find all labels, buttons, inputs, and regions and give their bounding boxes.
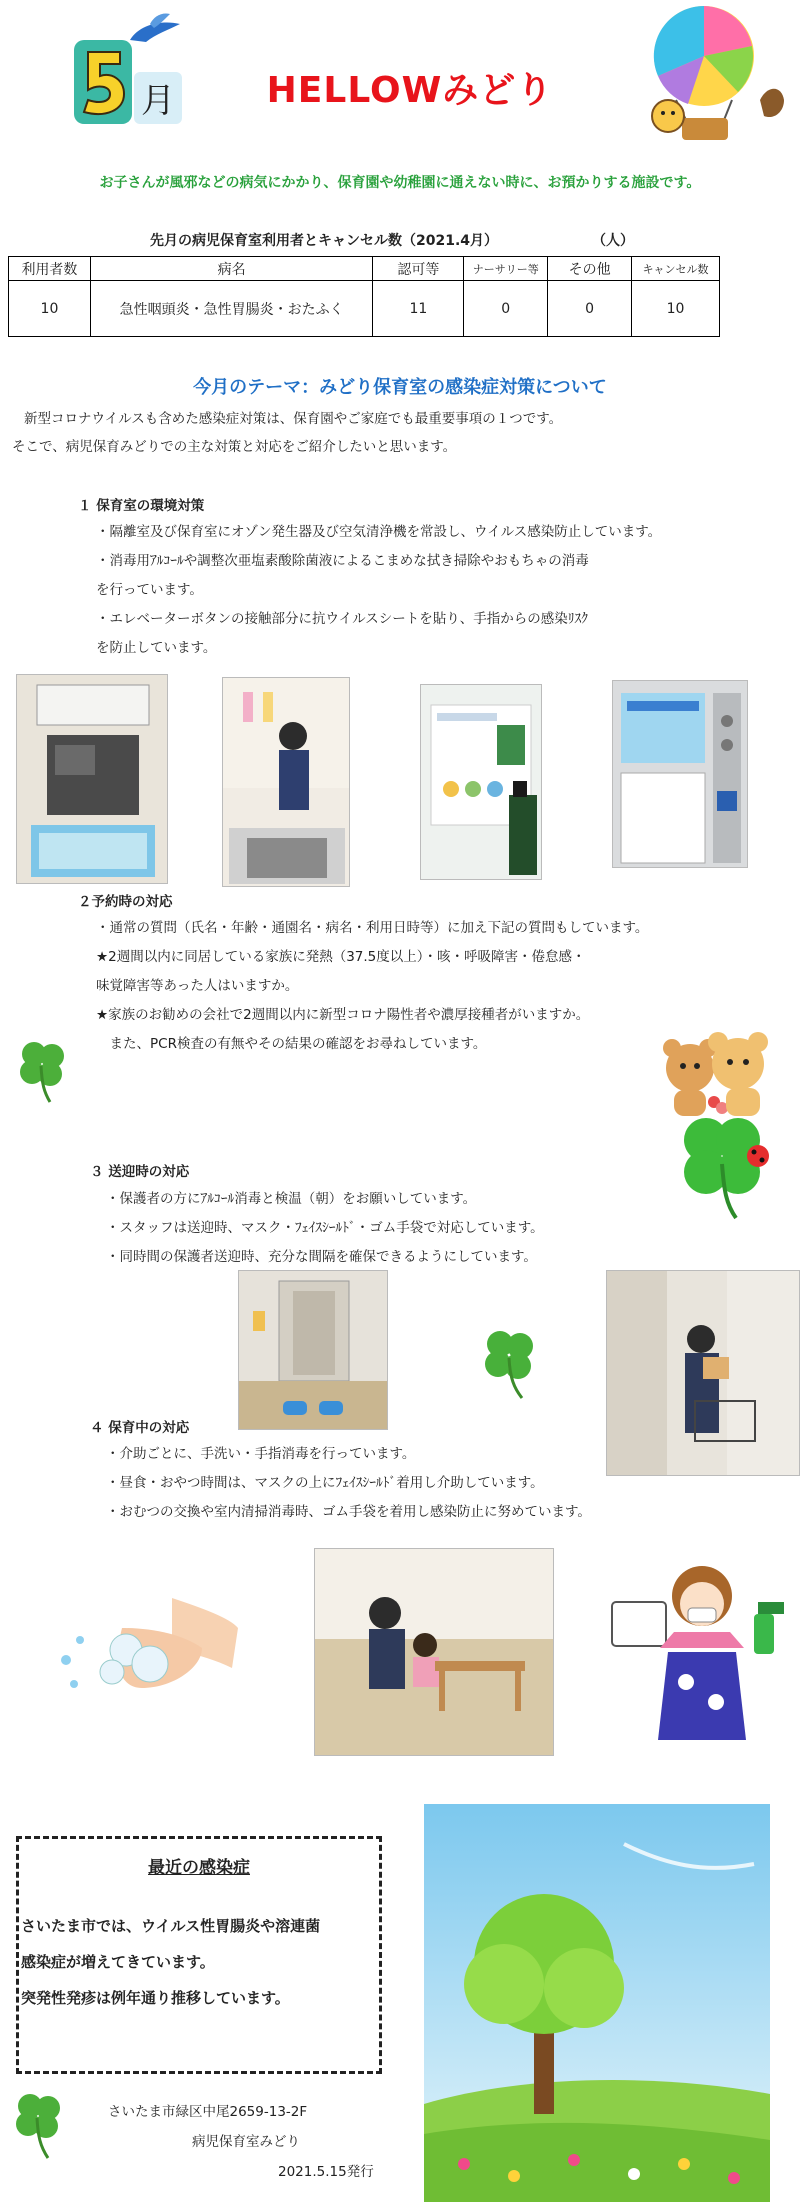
column-header: キャンセル数 [632,257,720,281]
hand-washing-illustration [52,1588,242,1716]
section-line: ★家族のお勧めの会社で2週間以内に新型コロナ陽性者や濃厚接種者がいますか。 [96,1007,590,1023]
recent-infections-line: 感染症が増えてきています。 [21,1953,215,1971]
recent-infections-box [16,1836,382,2074]
table-cell: 0 [548,281,632,337]
stats-title: 先月の病児保育室利用者とキャンセル数（2021.4月） [150,233,499,249]
column-header: ナーサリー等 [464,257,548,281]
recent-infections-line: さいたま市では、ウイルス性胃腸炎や溶連菌 [21,1917,321,1935]
footer-facility: 病児保育室みどり [192,2134,300,2150]
section-heading: １ 保育室の環境対策 [78,498,205,514]
clover-icon [10,1034,74,1104]
section-line: を防止しています。 [96,640,217,656]
section-line: ・おむつの交換や室内清掃消毒時、ゴム手袋を着用し感染防止に努めています。 [106,1504,591,1520]
section-line: ・通常の質問（氏名・年齢・通園名・病名・利用日時等）に加え下記の質問もしています。 [96,920,649,936]
stats-table [8,256,720,337]
balloon-illustration [628,4,788,146]
recent-infections-title: 最近の感染症 [148,1858,250,1878]
section-line: ・エレベーターボタンの接触部分に抗ウイルスシートを貼り、手指からの感染ﾘｽｸ [96,611,588,627]
clover-icon [474,1322,546,1400]
section-heading: ４ 保育中の対応 [90,1420,190,1436]
table-cell: 11 [373,281,464,337]
stats-unit: （人） [592,233,634,249]
section-line: また、PCR検査の有無やその結果の確認をお尋ねしています。 [96,1036,487,1052]
table-cell: 急性咽頭炎・急性胃腸炎・おたふく [90,281,373,337]
mealtime-care-photo [314,1548,554,1756]
tagline: お子さんが風邪などの病気にかかり、保育園や幼稚園に通えない時に、お預かりする施設です。 [99,175,701,191]
svg-text:月: 月 [141,81,175,121]
recent-infections-line: 突発性発疹は例年通り推移しています。 [21,1989,290,2007]
newsletter-title: HELLOWみどり [266,70,554,111]
nurse-spray-illustration [606,1552,796,1742]
section-line: ・介助ごとに、手洗い・手指消毒を行っています。 [106,1446,416,1462]
section-line: ・昼食・おやつ時間は、マスクの上にﾌｪｲｽｼｰﾙﾄﾞ着用し介助しています。 [106,1475,544,1491]
section-heading: ２予約時の対応 [78,894,173,910]
table-cell: 0 [464,281,548,337]
staff-temperature-check-photo [606,1270,800,1476]
column-header: 病名 [90,257,373,281]
column-header: 利用者数 [9,257,91,281]
column-header: 認可等 [373,257,464,281]
clover-icon [6,2086,72,2160]
section-line: を行っています。 [96,582,203,598]
theme-heading: 今月のテーマ：みどり保育室の感染症対策について [193,377,607,398]
table-row [9,281,720,337]
tree-meadow-illustration [424,1804,770,2202]
elevator-button-sheet-photo [612,680,748,868]
footer-date: 2021.5.15発行 [278,2164,374,2180]
table-cell: 10 [632,281,720,337]
section-line: ・消毒用ｱﾙｺｰﾙや調整次亜塩素酸除菌液によるこまめな拭き掃除やおもちゃの消毒 [96,553,589,569]
ozone-generator-photo [16,674,168,884]
table-cell: 10 [9,281,91,337]
section-heading: ３ 送迎時の対応 [90,1164,190,1180]
intro-line: そこで、病児保育みどりでの主な対策と対応をご紹介したいと思います。 [12,439,457,455]
section-line: ★2週間以内に同居している家族に発熱（37.5度以上）・咳・呼吸障害・倦怠感・ [96,949,586,965]
section-line: ・スタッフは送迎時、マスク・ﾌｪｲｽｼｰﾙﾄﾞ・ゴム手袋で対応しています。 [106,1220,544,1236]
section-line: ・隔離室及び保育室にオゾン発生器及び空気清浄機を常設し、ウイルス感染防止しています。 [96,524,662,540]
section-line: ・同時間の保護者送迎時、充分な間隔を確保できるようにしています。 [106,1249,537,1265]
entrance-floor-marks-photo [238,1270,388,1430]
stats-header-row [9,257,720,281]
month-badge [70,10,190,128]
disinfectant-spray-photo [420,684,542,880]
column-header: その他 [548,257,632,281]
staff-cleaning-photo [222,677,350,887]
section-line: 味覚障害等あった人はいますか。 [96,978,299,994]
footer-address: さいたま市緑区中尾2659-13-2F [108,2104,308,2120]
intro-line: 新型コロナウイルスも含めた感染症対策は、保育園やご家庭でも最重要事項の１つです。 [24,411,563,427]
section-line: ・保護者の方にｱﾙｺｰﾙ消毒と検温（朝）をお願いしています。 [106,1191,477,1207]
clover-ladybug-illustration [666,1104,778,1222]
